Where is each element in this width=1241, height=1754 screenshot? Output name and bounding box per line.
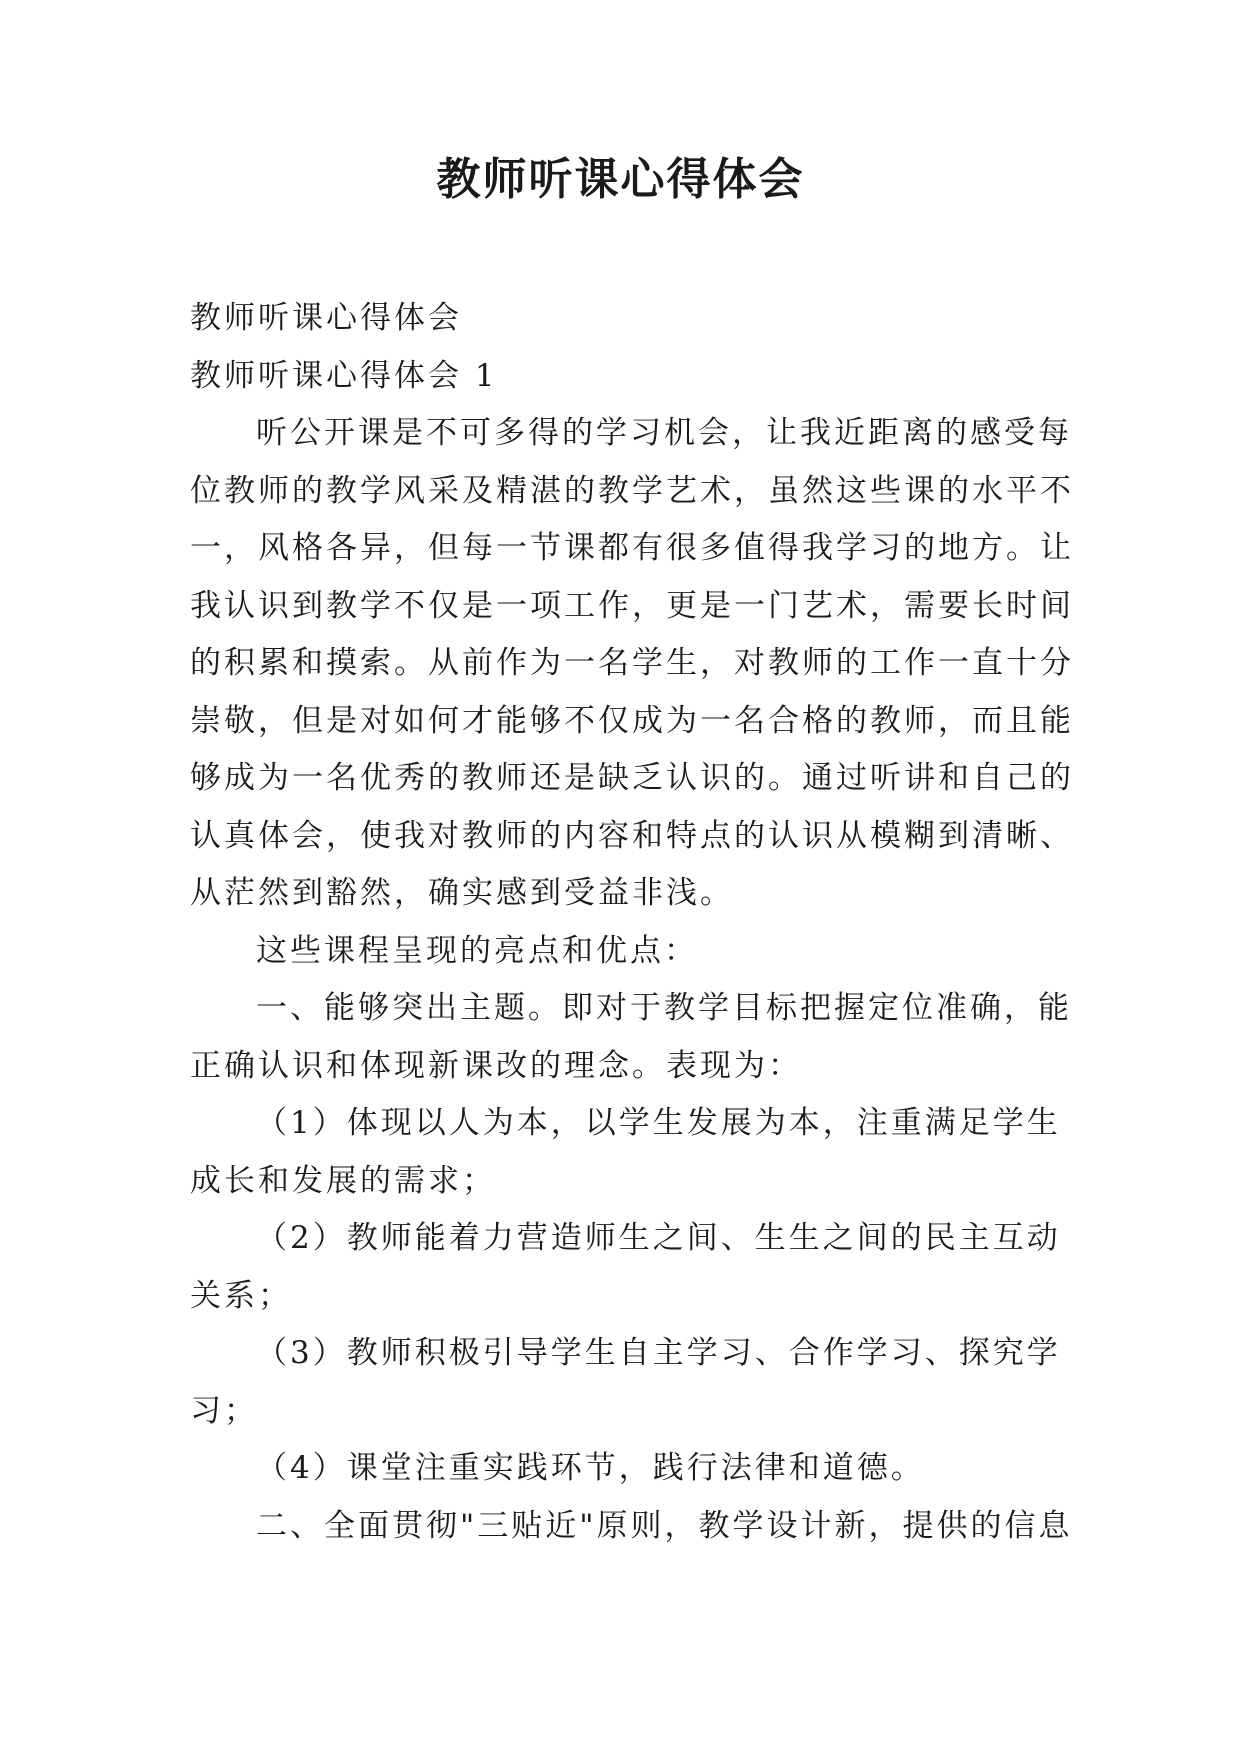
document-body	[190, 290, 1074, 1555]
text-line: 教师听课心得体会 1	[190, 357, 498, 394]
text-line: （2）教师能着力营造师生之间、生生之间的民主互动	[256, 1220, 1061, 1256]
text-line: 这些课程呈现的亮点和优点：	[256, 932, 698, 969]
text-line: 二、全面贯彻"三贴近"原则，教学设计新，提供的信息	[256, 1507, 1073, 1544]
text-line: 的积累和摸索。从前作为一名学生，对教师的工作一直十分	[190, 645, 1074, 681]
text-line: （3）教师积极引导学生自主学习、合作学习、探究学	[256, 1335, 1061, 1371]
text-line: 够成为一名优秀的教师还是缺乏认识的。通过听讲和自己的	[190, 760, 1074, 796]
text-line: 一、能够突出主题。即对于教学目标把握定位准确，能	[256, 990, 1072, 1026]
text-line: 我认识到教学不仅是一项工作，更是一门艺术，需要长时间	[190, 587, 1074, 624]
text-line: 关系；	[190, 1277, 292, 1314]
text-line: （1）体现以人为本，以学生发展为本，注重满足学生	[256, 1105, 1061, 1141]
text-line: 崇敬，但是对如何才能够不仅成为一名合格的教师，而且能	[190, 702, 1074, 739]
text-line: 听公开课是不可多得的学习机会，让我近距离的感受每	[256, 415, 1072, 451]
text-line: 成长和发展的需求；	[190, 1162, 496, 1199]
text-line: （4）课堂注重实践环节，践行法律和道德。	[256, 1450, 925, 1486]
text-line: 位教师的教学风采及精湛的教学艺术，虽然这些课的水平不	[190, 472, 1074, 509]
text-line: 习；	[190, 1392, 258, 1429]
text-line: 正确认识和体现新课改的理念。表现为：	[190, 1047, 802, 1084]
text-line: 从茫然到豁然，确实感到受益非浅。	[190, 875, 734, 911]
text-line: 教师听课心得体会	[190, 300, 462, 336]
document-title: 教师听课心得体会	[436, 154, 805, 205]
text-line: 认真体会，使我对教师的内容和特点的认识从模糊到清晰、	[190, 817, 1074, 854]
text-line: 一，风格各异，但每一节课都有很多值得我学习的地方。让	[190, 530, 1074, 566]
